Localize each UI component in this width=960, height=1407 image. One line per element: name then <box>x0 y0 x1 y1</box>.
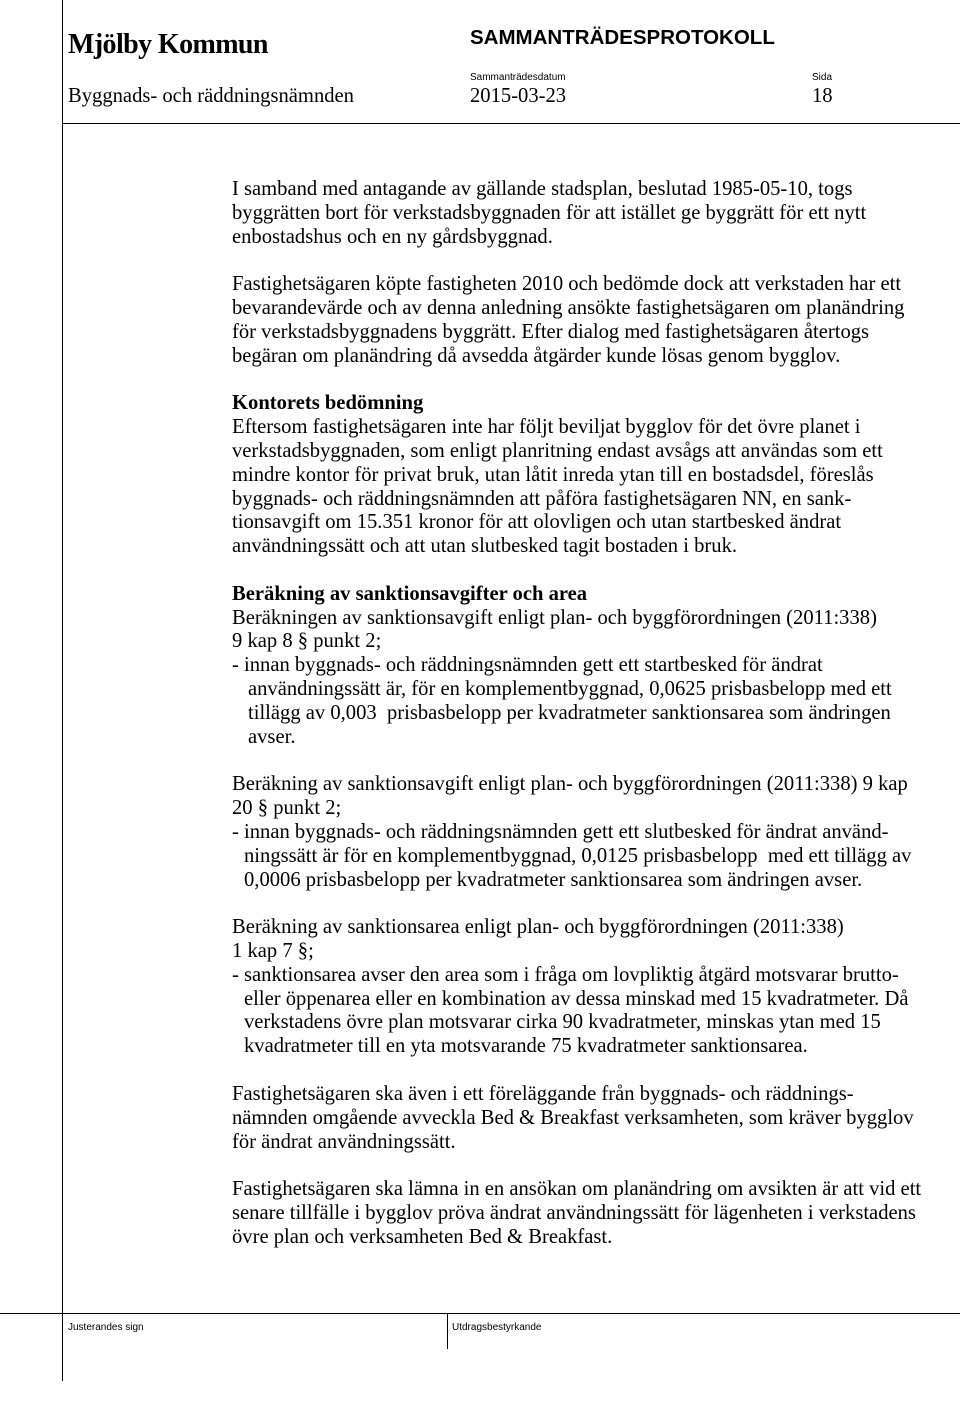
list-item-line: tillägg av 0,003 prisbasbelopp per kvadratmeter sanktionsarea som ändringen <box>248 701 891 724</box>
text-line: Fastighetsägaren köpte fastigheten 2010 och bedömde dock att verkstaden har ett <box>232 273 902 296</box>
list-item-line: kvadratmeter till en yta motsvarande 75 kvadratmeter sanktionsarea. <box>244 1035 808 1058</box>
section-heading: Beräkning av sanktionsavgifter och area <box>232 582 588 605</box>
list-item-line: ningssätt är för en komplementbyggnad, 0,0125 prisbasbelopp med ett tillägg av <box>244 844 912 867</box>
section-heading: Kontorets bedömning <box>232 392 424 415</box>
protocol-body <box>232 178 952 1273</box>
text-line: enbostadshus och en ny gårdsbyggnad. <box>232 225 553 248</box>
text-line: 9 kap 8 § punkt 2; <box>232 630 382 653</box>
text-line: mindre kontor för privat bruk, utan låtit inreda ytan till en bostadsdel, föreslås <box>232 463 874 486</box>
text-line: Fastighetsägaren ska lämna in en ansökan om planändring om avsikten är att vid ett <box>232 1178 922 1201</box>
text-line: begäran om planändring då avsedda åtgärder kunde lösas genom bygglov. <box>232 344 841 367</box>
text-line: Fastighetsägaren ska även i ett föreläggande från byggnads- och räddnings- <box>232 1082 854 1105</box>
extract-certification-label: Utdragsbestyrkande <box>452 1322 542 1333</box>
text-line: Beräkningen av sanktionsavgift enligt plan- och byggförordningen (2011:338) <box>232 606 877 629</box>
page-number: 18 <box>812 85 833 107</box>
footer-divider-rule <box>447 1313 448 1349</box>
header-rule <box>62 123 960 124</box>
text-line: övre plan och verksamheten Bed & Breakfast. <box>232 1225 613 1248</box>
list-item-line: eller öppenarea eller en kombination av dessa minskad med 15 kvadratmeter. Då <box>244 987 909 1010</box>
section-assessment <box>232 392 952 559</box>
text-line: I samband med antagande av gällande stadsplan, beslutad 1985-05-10, togs <box>232 178 853 200</box>
footer-rule <box>0 1313 960 1314</box>
text-line: för ändrat användningssätt. <box>232 1130 456 1153</box>
paragraph-background <box>232 178 952 249</box>
text-line: byggrätten bort för verkstadsbyggnaden för att istället ge byggrätt för ett nytt <box>232 201 867 224</box>
text-line: senare tillfälle i bygglov pröva ändrat användningssätt för lägenheten i verkstadens <box>232 1201 916 1224</box>
meeting-date: 2015-03-23 <box>470 85 567 107</box>
left-margin-rule <box>62 0 63 1381</box>
list-item-line: - innan byggnads- och räddningsnämnden gett ett slutbesked för ändrat använd- <box>232 820 889 843</box>
section-calculation-area <box>232 916 952 1059</box>
list-item-line: användningssätt är, för en komplementbyggnad, 0,0625 prisbasbelopp med ett <box>248 678 892 701</box>
text-line: Beräkning av sanktionsavgift enligt plan- och byggförordningen (2011:338) 9 kap <box>232 773 908 796</box>
section-calculation-final-fee <box>232 773 952 892</box>
text-line: nämnden omgående avveckla Bed & Breakfast verksamheten, som kräver bygglov <box>232 1106 914 1129</box>
signature-label: Justerandes sign <box>68 1322 144 1333</box>
document-title: SAMMANTRÄDESPROTOKOLL <box>470 26 775 49</box>
text-line: Eftersom fastighetsägaren inte har följt beviljat bygglov för det övre planet i <box>232 416 861 439</box>
text-line: 1 kap 7 §; <box>232 940 314 962</box>
committee-name: Byggnads- och räddningsnämnden <box>68 85 354 107</box>
text-line: för verkstadsbyggnadens byggrätt. Efter dialog med fastighetsägaren återtogs <box>232 320 870 343</box>
section-calculation-start-fee <box>232 583 952 750</box>
date-label: Sammanträdesdatum <box>470 72 566 83</box>
text-line: byggnads- och räddningsnämnden att påföra fastighetsägaren NN, en sank- <box>232 487 852 510</box>
list-item-line: - innan byggnads- och räddningsnämnden gett ett startbesked för ändrat <box>232 654 823 677</box>
paragraph-plan-request <box>232 273 952 368</box>
org-name: Mjölby Kommun <box>68 29 268 60</box>
text-line: bevarandevärde och av denna anledning ansökte fastighetsägaren om planändring <box>232 297 905 320</box>
text-line: användningssätt och att utan slutbesked tagit bostaden i bruk. <box>232 535 738 558</box>
text-line: Beräkning av sanktionsarea enligt plan- och byggförordningen (2011:338) <box>232 916 844 939</box>
text-line: tionsavgift om 15.351 kronor för att olovligen och utan startbesked ändrat <box>232 511 842 534</box>
page-label: Sida <box>812 72 833 83</box>
text-line: verkstadsbyggnaden, som enligt planritning endast avsågs att användas som ett <box>232 439 883 462</box>
list-item-line: 0,0006 prisbasbelopp per kvadratmeter sanktionsarea som ändringen avser. <box>244 868 863 891</box>
list-item-line: - sanktionsarea avser den area som i fråga om lovpliktig åtgärd motsvarar brutto- <box>232 963 899 986</box>
list-item-line: avser. <box>248 725 296 748</box>
paragraph-injunction <box>232 1083 952 1154</box>
paragraph-application <box>232 1178 952 1249</box>
list-item-line: verkstadens övre plan motsvarar cirka 90 kvadratmeter, minskas ytan med 15 <box>244 1011 881 1034</box>
text-line: 20 § punkt 2; <box>232 797 342 820</box>
